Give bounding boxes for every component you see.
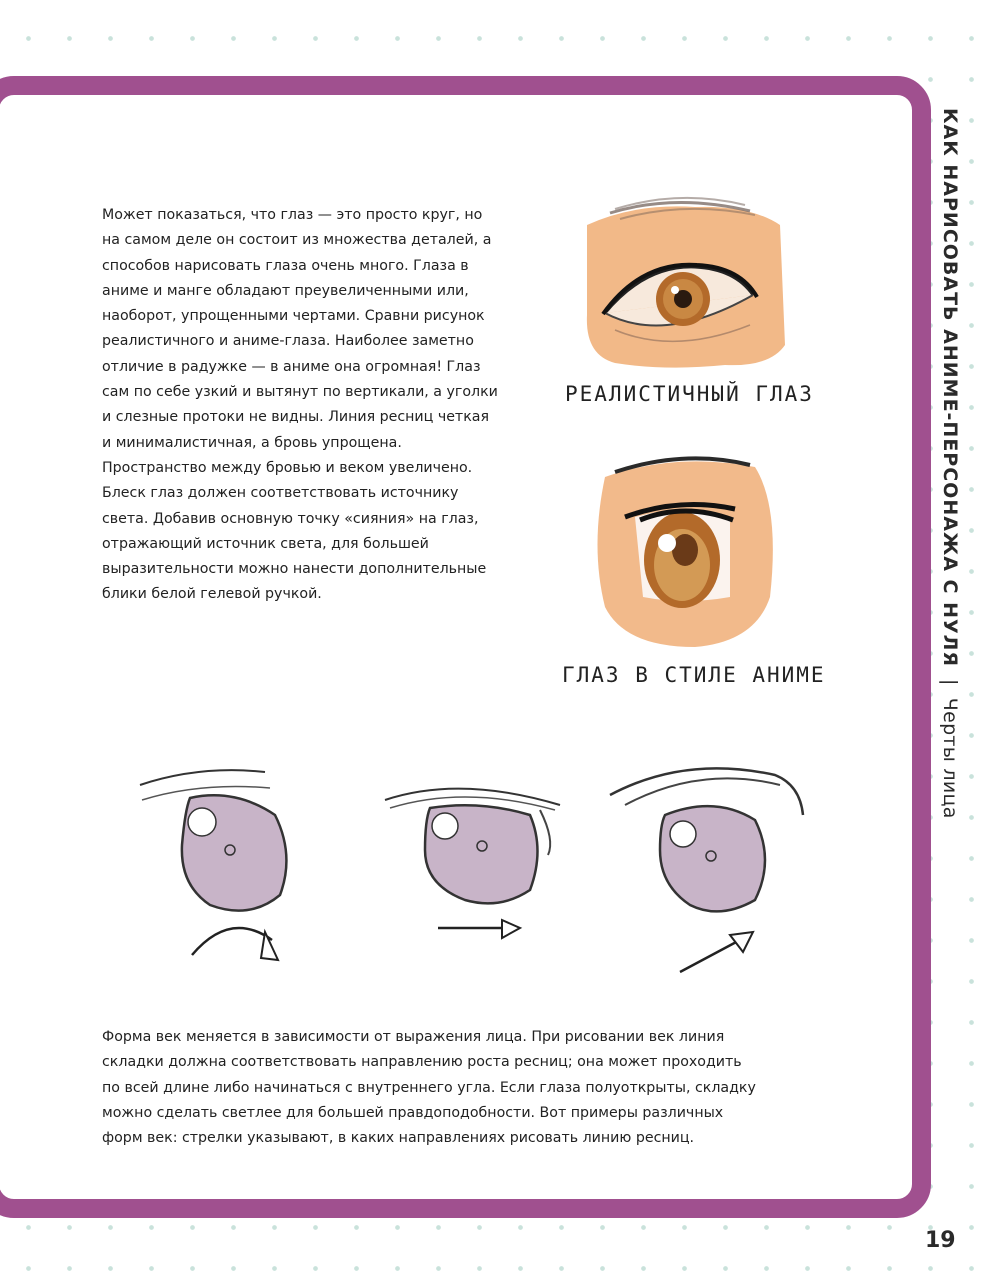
- eyelid-paragraph: [102, 1025, 762, 1151]
- bottom-text: Форма век меняется в зависимости от выражения лица. При рисовании век линия складки должна соответствовать направлению роста ресниц; она может проходить по всей длине либо начинаться с внутреннего угла. Если глаза полуоткрыты, складку можно сделать светлее для большей правдоподобности. Вот примеры различных форм век: стрелки указывают, в каких направлениях рисовать линию ресниц.: [102, 1029, 756, 1147]
- realistic-eye-illustration: [575, 195, 805, 385]
- running-header: [918, 108, 982, 819]
- caption-anime-eye: ГЛАЗ В СТИЛЕ АНИМЕ: [562, 663, 826, 687]
- running-header-text: [939, 108, 961, 819]
- book-title: КАК НАРИСОВАТЬ АНИМЕ-ПЕРСОНАЖА С НУЛЯ: [939, 108, 961, 668]
- eyelid-example-3: [605, 760, 815, 980]
- header-separator: |: [939, 679, 961, 686]
- intro-text: Может показаться, что глаз — это просто круг, но на самом деле он состоит из множества деталей, а способов нарисовать глаза очень много. Глаза в аниме и манге обладают преувеличенными или, наоборот, упрощенными чертами. Сравни рисунок реалистичного и аниме-глаза. Наиболее заметно отличие в радужке — в аниме она огромная! Глаз сам по себе узкий и вытянут по вертикали, а уголки и слезные протоки не видны. Линия ресниц четкая и минималистичная, а бровь упрощена. Пространство между бровью и веком увеличено. Блеск глаз должен соответствовать источнику света. Добавив основную точку «сияния» на глаз, отражающий источник света, для большей выразительности можно нанести дополнительные блики белой гелевой ручкой.: [102, 207, 498, 603]
- section-title: Черты лица: [939, 697, 961, 819]
- intro-paragraph: [102, 203, 502, 608]
- caption-realistic-eye: РЕАЛИСТИЧНЫЙ ГЛАЗ: [565, 382, 814, 406]
- page-number: 19: [925, 1228, 956, 1253]
- anime-eye-illustration: [585, 447, 785, 652]
- eyelid-example-1: [130, 760, 330, 980]
- eyelid-example-2: [380, 760, 590, 980]
